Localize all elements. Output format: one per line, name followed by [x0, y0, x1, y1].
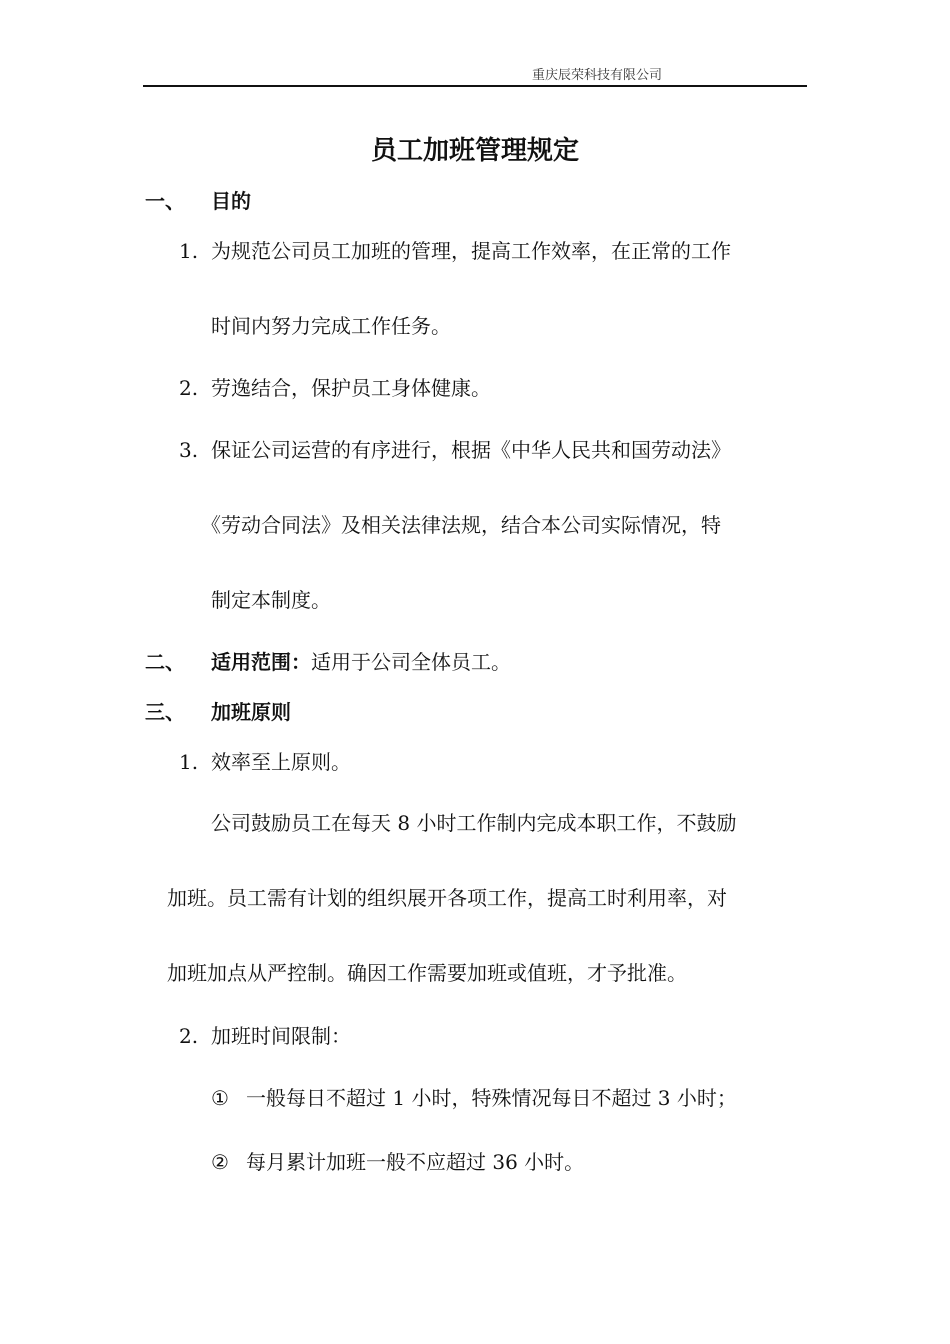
section-3-heading: 加班原则 — [211, 700, 291, 724]
item-3-2-sub-2-text: 每月累计加班一般不应超过 36 小时。 — [246, 1150, 585, 1174]
item-1-2-number: 2. — [179, 376, 199, 400]
item-1-3-number: 3. — [179, 438, 199, 462]
item-1-1-line-1: 为规范公司员工加班的管理，提高工作效率，在正常的工作 — [211, 239, 731, 263]
item-3-2-sub-1-text: 一般每日不超过 1 小时，特殊情况每日不超过 3 小时； — [246, 1086, 737, 1110]
item-3-1-number: 1. — [179, 750, 199, 774]
item-3-2-sub-2-mark: ② — [211, 1150, 229, 1174]
item-3-1-para-line-1: 公司鼓励员工在每天 8 小时工作制内完成本职工作，不鼓励 — [211, 811, 737, 835]
item-1-1-number: 1. — [179, 239, 199, 263]
section-2-heading: 适用范围： — [211, 650, 311, 674]
section-1-number: 一、 — [145, 189, 185, 213]
item-1-1-line-2: 时间内努力完成工作任务。 — [211, 314, 451, 338]
item-3-2-sub-1-mark: ① — [211, 1086, 229, 1110]
header-company-name: 重庆辰荣科技有限公司 — [532, 68, 663, 83]
document-title: 员工加班管理规定 — [370, 136, 579, 166]
item-3-1-para-line-2: 加班。员工需有计划的组织展开各项工作，提高工时利用率，对 — [167, 886, 727, 910]
section-2-line — [211, 652, 511, 672]
item-1-3-line-2: 《劳动合同法》及相关法律法规，结合本公司实际情况，特 — [201, 513, 721, 537]
item-3-1-title: 效率至上原则。 — [211, 750, 351, 774]
item-3-2-title: 加班时间限制： — [211, 1024, 351, 1048]
item-3-1-para-line-3: 加班加点从严控制。确因工作需要加班或值班，才予批准。 — [167, 961, 687, 985]
section-2-text: 适用于公司全体员工。 — [311, 650, 511, 674]
item-1-3-line-1: 保证公司运营的有序进行，根据《中华人民共和国劳动法》 — [211, 438, 731, 462]
item-3-2-number: 2. — [179, 1024, 199, 1048]
header-divider — [143, 85, 807, 87]
item-1-3-line-3: 制定本制度。 — [211, 588, 331, 612]
section-3-number: 三、 — [145, 700, 185, 724]
section-1-heading: 目的 — [211, 189, 251, 213]
item-1-2-line-1: 劳逸结合，保护员工身体健康。 — [211, 376, 491, 400]
section-2-number: 二、 — [145, 650, 185, 674]
